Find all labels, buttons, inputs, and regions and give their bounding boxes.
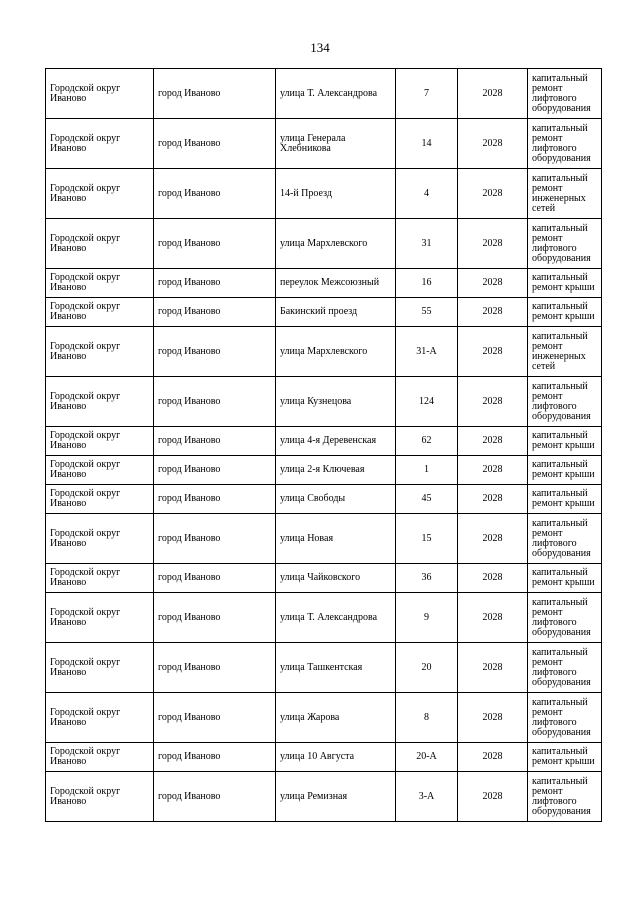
street-cell: Бакинский проезд [276,298,396,327]
city-cell: город Иваново [154,69,276,119]
city-cell: город Иваново [154,693,276,743]
work-type-cell: капитальный ремонт лифтового оборудования [528,772,602,822]
city-cell: город Иваново [154,169,276,219]
city-cell: город Иваново [154,219,276,269]
district-cell: Городской округ Иваново [46,327,154,377]
house-number-cell: 16 [396,269,458,298]
house-number-cell: 9 [396,593,458,643]
work-type-cell: капитальный ремонт лифтового оборудования [528,593,602,643]
house-number-cell: 45 [396,485,458,514]
district-cell: Городской округ Иваново [46,485,154,514]
district-cell: Городской округ Иваново [46,269,154,298]
street-cell: улица 2-я Ключевая [276,456,396,485]
street-cell: улица Т. Александрова [276,69,396,119]
work-type-cell: капитальный ремонт лифтового оборудования [528,377,602,427]
district-cell: Городской округ Иваново [46,693,154,743]
street-cell: улица 10 Августа [276,743,396,772]
year-cell: 2028 [458,169,528,219]
house-number-cell: 20-А [396,743,458,772]
city-cell: город Иваново [154,643,276,693]
street-cell: улица Т. Александрова [276,593,396,643]
table-row [46,564,602,593]
district-cell: Городской округ Иваново [46,643,154,693]
district-cell: Городской округ Иваново [46,219,154,269]
district-cell: Городской округ Иваново [46,564,154,593]
city-cell: город Иваново [154,119,276,169]
year-cell: 2028 [458,298,528,327]
house-number-cell: 31-А [396,327,458,377]
city-cell: город Иваново [154,427,276,456]
house-number-cell: 3-А [396,772,458,822]
street-cell: улица Чайковского [276,564,396,593]
district-cell: Городской округ Иваново [46,119,154,169]
district-cell: Городской округ Иваново [46,593,154,643]
street-cell: переулок Межсоюзный [276,269,396,298]
city-cell: город Иваново [154,772,276,822]
table-row [46,119,602,169]
street-cell: улица Кузнецова [276,377,396,427]
work-type-cell: капитальный ремонт крыши [528,564,602,593]
house-number-cell: 31 [396,219,458,269]
table-row [46,693,602,743]
work-type-cell: капитальный ремонт лифтового оборудования [528,219,602,269]
city-cell: город Иваново [154,377,276,427]
year-cell: 2028 [458,693,528,743]
district-cell: Городской округ Иваново [46,772,154,822]
table-row [46,298,602,327]
district-cell: Городской округ Иваново [46,743,154,772]
table-row [46,456,602,485]
year-cell: 2028 [458,377,528,427]
year-cell: 2028 [458,564,528,593]
city-cell: город Иваново [154,269,276,298]
street-cell: улица Ташкентская [276,643,396,693]
year-cell: 2028 [458,514,528,564]
house-number-cell: 62 [396,427,458,456]
table-row [46,327,602,377]
work-type-cell: капитальный ремонт инженерных сетей [528,169,602,219]
table-row [46,593,602,643]
table-row [46,219,602,269]
district-cell: Городской округ Иваново [46,298,154,327]
city-cell: город Иваново [154,298,276,327]
work-type-cell: капитальный ремонт лифтового оборудования [528,119,602,169]
year-cell: 2028 [458,485,528,514]
year-cell: 2028 [458,219,528,269]
year-cell: 2028 [458,327,528,377]
house-number-cell: 55 [396,298,458,327]
table-row [46,69,602,119]
year-cell: 2028 [458,743,528,772]
year-cell: 2028 [458,456,528,485]
street-cell: улица 4-я Деревенская [276,427,396,456]
district-cell: Городской округ Иваново [46,456,154,485]
repair-schedule-table [45,68,602,822]
city-cell: город Иваново [154,485,276,514]
city-cell: город Иваново [154,514,276,564]
street-cell: 14-й Проезд [276,169,396,219]
district-cell: Городской округ Иваново [46,514,154,564]
district-cell: Городской округ Иваново [46,169,154,219]
work-type-cell: капитальный ремонт инженерных сетей [528,327,602,377]
house-number-cell: 15 [396,514,458,564]
page-number: 134 [310,40,330,55]
house-number-cell: 4 [396,169,458,219]
table-body [46,69,602,822]
work-type-cell: капитальный ремонт крыши [528,485,602,514]
district-cell: Городской округ Иваново [46,69,154,119]
district-cell: Городской округ Иваново [46,427,154,456]
table-row [46,377,602,427]
city-cell: город Иваново [154,327,276,377]
table-row [46,427,602,456]
year-cell: 2028 [458,643,528,693]
city-cell: город Иваново [154,456,276,485]
year-cell: 2028 [458,593,528,643]
year-cell: 2028 [458,69,528,119]
house-number-cell: 7 [396,69,458,119]
year-cell: 2028 [458,427,528,456]
house-number-cell: 8 [396,693,458,743]
house-number-cell: 1 [396,456,458,485]
work-type-cell: капитальный ремонт лифтового оборудования [528,693,602,743]
street-cell: улица Жарова [276,693,396,743]
district-cell: Городской округ Иваново [46,377,154,427]
house-number-cell: 14 [396,119,458,169]
street-cell: улица Новая [276,514,396,564]
work-type-cell: капитальный ремонт лифтового оборудования [528,514,602,564]
work-type-cell: капитальный ремонт лифтового оборудования [528,643,602,693]
table-row [46,169,602,219]
house-number-cell: 20 [396,643,458,693]
table-row [46,772,602,822]
street-cell: улица Генерала Хлебникова [276,119,396,169]
street-cell: улица Ремизная [276,772,396,822]
street-cell: улица Мархлевского [276,327,396,377]
house-number-cell: 36 [396,564,458,593]
house-number-cell: 124 [396,377,458,427]
street-cell: улица Мархлевского [276,219,396,269]
street-cell: улица Свободы [276,485,396,514]
work-type-cell: капитальный ремонт крыши [528,456,602,485]
work-type-cell: капитальный ремонт крыши [528,298,602,327]
city-cell: город Иваново [154,593,276,643]
year-cell: 2028 [458,269,528,298]
city-cell: город Иваново [154,564,276,593]
work-type-cell: капитальный ремонт крыши [528,269,602,298]
table-row [46,643,602,693]
work-type-cell: капитальный ремонт крыши [528,743,602,772]
work-type-cell: капитальный ремонт крыши [528,427,602,456]
table-row [46,269,602,298]
year-cell: 2028 [458,119,528,169]
table-row [46,514,602,564]
table-row [46,485,602,514]
year-cell: 2028 [458,772,528,822]
city-cell: город Иваново [154,743,276,772]
work-type-cell: капитальный ремонт лифтового оборудования [528,69,602,119]
table-row [46,743,602,772]
